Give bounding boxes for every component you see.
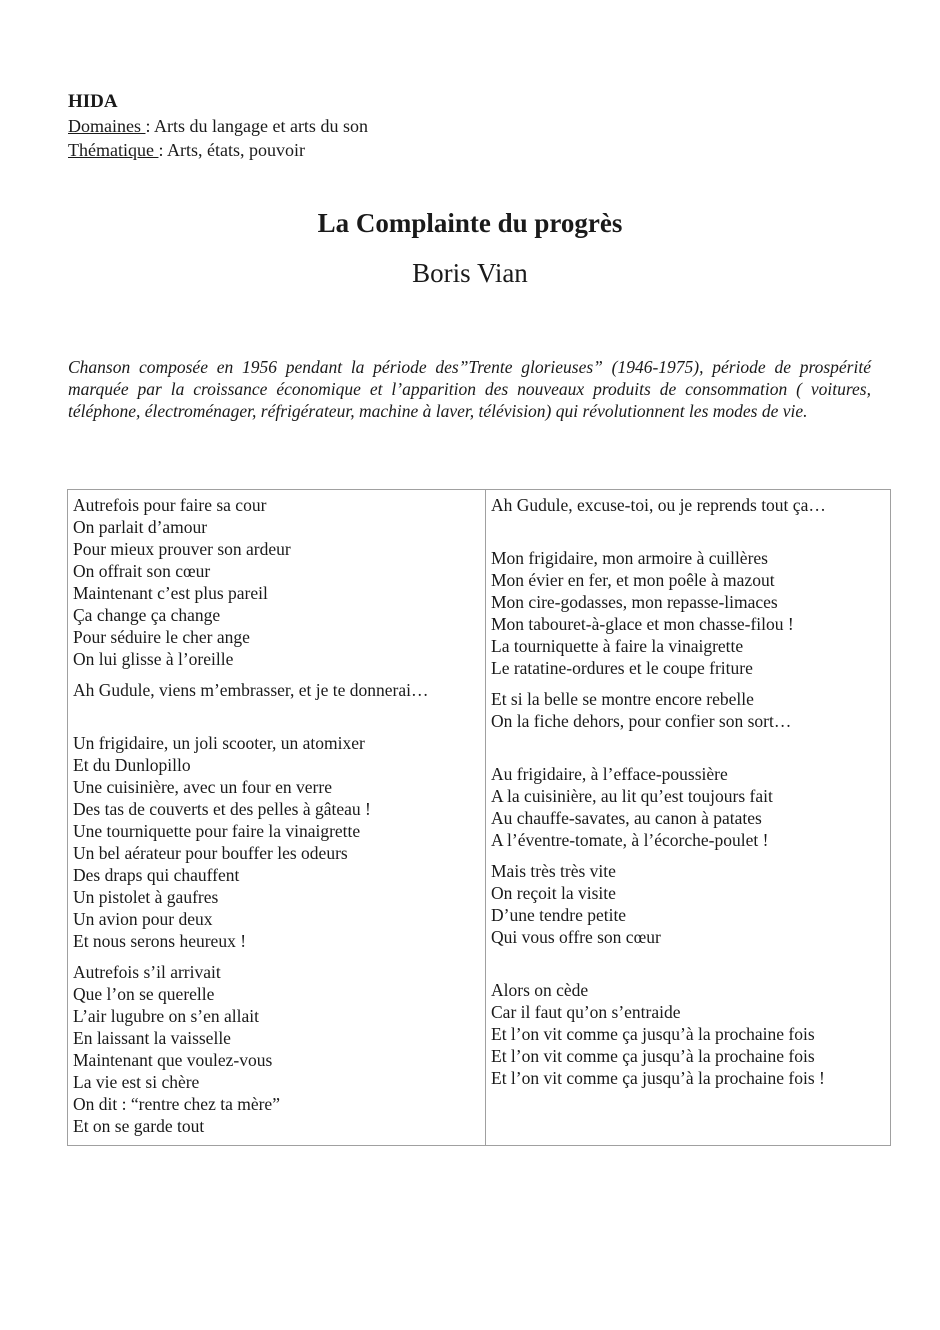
thematique-label: Thématique	[68, 140, 159, 160]
lyric-line: On la fiche dehors, pour confier son sort…	[491, 711, 792, 731]
lyric-line: Et l’on vit comme ça jusqu’à la prochaine fois	[491, 1024, 815, 1044]
lyric-line: Et si la belle se montre encore rebelle	[491, 689, 754, 709]
lyric-line: Le ratatine-ordures et le coupe friture	[491, 658, 753, 678]
lyric-line: A la cuisinière, au lit qu’est toujours fait	[491, 786, 773, 806]
lyric-line: Des draps qui chauffent	[73, 865, 240, 885]
header-hida: HIDA	[68, 91, 118, 112]
lyric-line: Mon tabouret-à-glace et mon chasse-filou !	[491, 614, 794, 634]
domaines-value: : Arts du langage et arts du son	[145, 116, 368, 136]
lyric-line: On parlait d’amour	[73, 517, 208, 537]
lyric-line: Ah Gudule, excuse-toi, ou je reprends tout ça…	[491, 495, 826, 515]
lyric-line: Ça change ça change	[73, 605, 221, 625]
lyric-line: Autrefois s’il arrivait	[73, 962, 221, 982]
document-header	[68, 90, 368, 162]
lyric-line: Mon évier en fer, et mon poêle à mazout	[491, 570, 775, 590]
lyric-line: D’une tendre petite	[491, 905, 627, 925]
lyric-line: Alors on cède	[491, 980, 589, 1000]
lyric-line: On reçoit la visite	[491, 883, 616, 903]
lyric-line: Maintenant c’est plus pareil	[73, 583, 268, 603]
lyric-line: Maintenant que voulez-vous	[73, 1050, 273, 1070]
stanza	[491, 547, 886, 679]
stanza	[73, 961, 481, 1137]
lyric-line: Au chauffe-savates, au canon à patates	[491, 808, 762, 828]
lyric-line: Un avion pour deux	[73, 909, 213, 929]
lyric-line: En laissant la vaisselle	[73, 1028, 231, 1048]
domaines-label: Domaines	[68, 116, 146, 136]
stanza	[73, 732, 481, 952]
stanza	[491, 763, 886, 851]
lyric-line: Ah Gudule, viens m’embrasser, et je te donnerai…	[73, 680, 429, 700]
lyric-line: Mais très très vite	[491, 861, 616, 881]
stanza	[73, 679, 481, 701]
lyric-line: La vie est si chère	[73, 1072, 200, 1092]
lyric-line: On lui glisse à l’oreille	[73, 649, 234, 669]
stanza	[491, 860, 886, 948]
lyric-line: Autrefois pour faire sa cour	[73, 495, 267, 515]
lyric-line: Une tourniquette pour faire la vinaigrette	[73, 821, 361, 841]
song-author: Boris Vian	[412, 258, 528, 288]
stanza	[491, 979, 886, 1089]
lyric-line: Et l’on vit comme ça jusqu’à la prochaine fois !	[491, 1068, 825, 1088]
lyric-line: Un pistolet à gaufres	[73, 887, 219, 907]
lyric-line: Un bel aérateur pour bouffer les odeurs	[73, 843, 348, 863]
lyric-line: Que l’on se querelle	[73, 984, 215, 1004]
lyrics-column-right	[486, 490, 890, 1145]
lyric-line: Et on se garde tout	[73, 1116, 205, 1136]
lyric-line: Mon cire-godasses, mon repasse-limaces	[491, 592, 778, 612]
lyric-line: On offrait son cœur	[73, 561, 211, 581]
lyric-line: Des tas de couverts et des pelles à gâteau !	[73, 799, 371, 819]
lyrics-table	[67, 489, 891, 1146]
lyric-line: La tourniquette à faire la vinaigrette	[491, 636, 744, 656]
song-title: La Complainte du progrès	[317, 208, 623, 238]
lyric-line: Pour mieux prouver son ardeur	[73, 539, 291, 559]
lyric-line: Un frigidaire, un joli scooter, un atomixer	[73, 733, 365, 753]
lyrics-column-left	[68, 490, 486, 1145]
lyric-line: Mon frigidaire, mon armoire à cuillères	[491, 548, 768, 568]
intro-paragraph: Chanson composée en 1956 pendant la période des”Trente glorieuses” (1946-1975), période de prospérité marquée par la croissance économique et l’apparition des nouveaux produits de consommation ( voitures, téléphone, électroménager, réfrigérateur, machine à laver, télévision) qui révolutionnent les modes de vie.	[68, 357, 871, 421]
lyric-line: Et du Dunlopillo	[73, 755, 191, 775]
lyric-line: L’air lugubre on s’en allait	[73, 1006, 259, 1026]
lyric-line: A l’éventre-tomate, à l’écorche-poulet !	[491, 830, 769, 850]
lyric-line: Au frigidaire, à l’efface-poussière	[491, 764, 728, 784]
lyric-line: On dit : “rentre chez ta mère”	[73, 1094, 280, 1114]
stanza	[491, 494, 886, 516]
stanza	[73, 494, 481, 670]
lyric-line: Une cuisinière, avec un four en verre	[73, 777, 332, 797]
thematique-line	[68, 138, 368, 162]
domaines-line	[68, 114, 368, 138]
lyric-line: Car il faut qu’on s’entraide	[491, 1002, 681, 1022]
lyric-line: Qui vous offre son cœur	[491, 927, 661, 947]
lyric-line: Pour séduire le cher ange	[73, 627, 250, 647]
stanza	[491, 688, 886, 732]
thematique-value: : Arts, états, pouvoir	[158, 140, 305, 160]
lyric-line: Et nous serons heureux !	[73, 931, 247, 951]
lyric-line: Et l’on vit comme ça jusqu’à la prochaine fois	[491, 1046, 815, 1066]
